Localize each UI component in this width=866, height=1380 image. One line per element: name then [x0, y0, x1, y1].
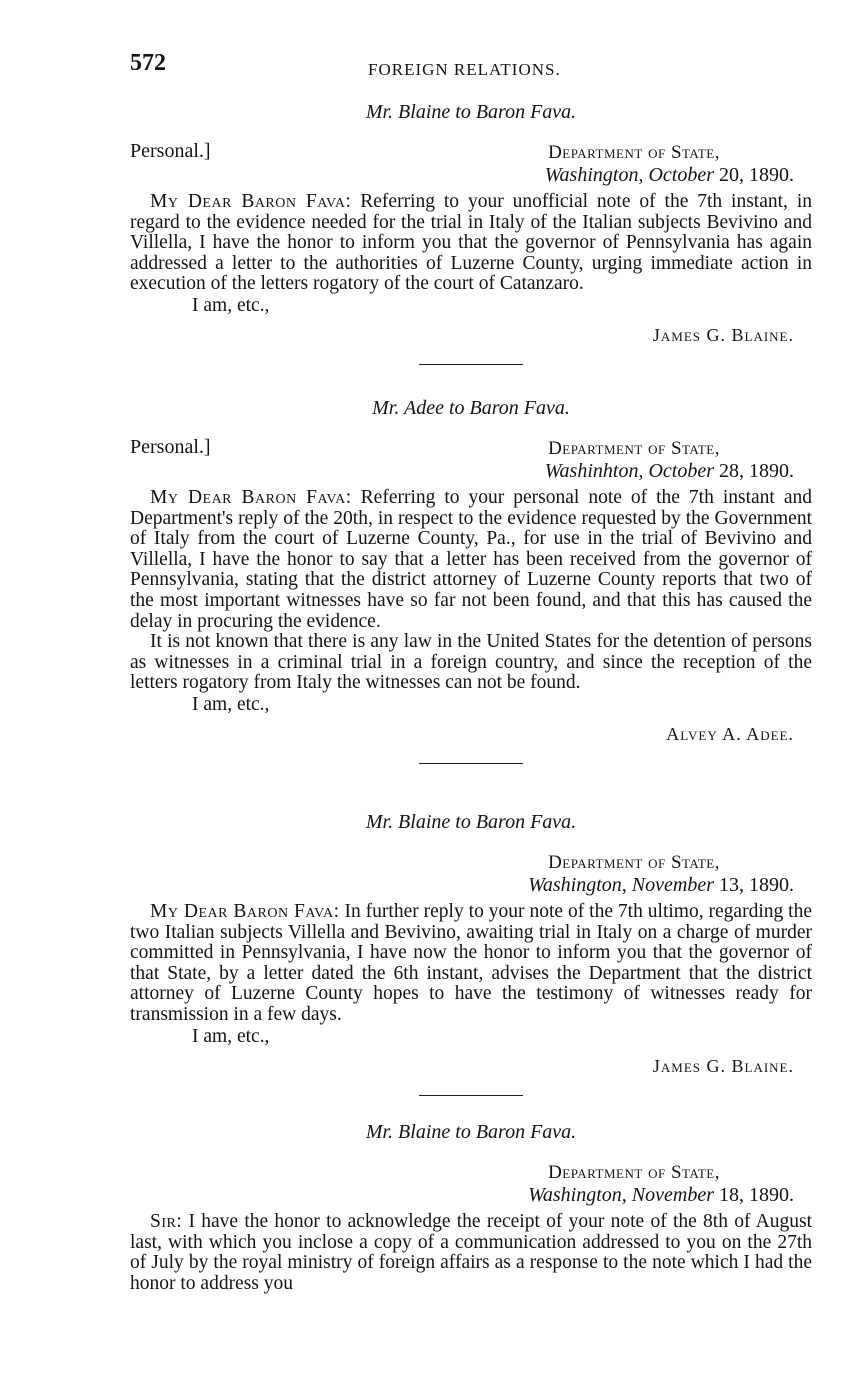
- dateline: [130, 1160, 812, 1212]
- salutation: My Dear Baron Fava:: [150, 901, 340, 922]
- page-number: 572: [130, 50, 166, 76]
- letter-paragraph: [130, 902, 812, 1026]
- letter-title: Mr. Adee to Baron Fava.: [372, 397, 570, 419]
- letter-3: [130, 810, 812, 1096]
- date-day-year: 20, 1890.: [714, 164, 794, 186]
- letter-paragraph: It is not known that there is any law in the United States for the detention of persons as witnesses in a criminal trial in a foreign country, and since the reception of the letters rogatory from Italy the witnesses can not be found.: [130, 631, 812, 694]
- signature: Alvey A. Adee.: [666, 723, 794, 744]
- paragraph-text: Referring to your personal note of the 7th instant and Department's reply of the 20th, in respect to the evidence requested by the Government of Italy from the court of Luzerne County, Pa., for use in the trial of Bevivino and Villella, I have the honor to say that a letter has been received from the governor of Pennsylvania, stating that the district attorney of Luzerne County reports that two of the most important witnesses have so far not been found, and that this has caused the delay in procuring the evidence.: [130, 487, 812, 632]
- salutation: My Dear Baron Fava:: [150, 191, 352, 212]
- letter-paragraph: [130, 488, 812, 632]
- date-place: Washington,: [528, 874, 627, 896]
- closing: I am, etc.,: [192, 1025, 270, 1047]
- department-name: Department of State,: [548, 1162, 720, 1183]
- letter-4: [130, 1120, 812, 1294]
- department-name: Department of State,: [548, 142, 720, 163]
- date-place: Washinhton,: [544, 460, 644, 482]
- letter-paragraph: [130, 1212, 812, 1294]
- date-day-year: 18, 1890.: [714, 1184, 794, 1206]
- department-name: Department of State,: [548, 852, 720, 873]
- running-head: FOREIGN RELATIONS.: [368, 60, 561, 79]
- letter-date: [545, 164, 794, 187]
- salutation: Sir:: [150, 1211, 183, 1232]
- letter-date: [528, 874, 794, 897]
- personal-mark: Personal.]: [130, 140, 211, 162]
- paragraph-text: In further reply to your note of the 7th ultimo, regarding the two Italian subjects Villella and Bevivino, awaiting trial in Italy on a charge of murder committed in Pennsylvania, I have now the honor to inform you that the governor of that State, by a letter dated the 6th instant, advises the Department that the district attorney of Luzerne County hopes to have the testimony of witnesses ready for transmission in a few days.: [130, 901, 812, 1025]
- letter-paragraph: [130, 192, 812, 295]
- page-header: [130, 50, 810, 90]
- closing: I am, etc.,: [192, 693, 270, 715]
- date-month: November: [631, 874, 714, 896]
- date-day-year: 13, 1890.: [714, 874, 794, 896]
- paragraph-text: I have the honor to acknowledge the receipt of your note of the 8th of August last, with which you inclose a copy of a communication addressed to you on the 27th of July by the royal ministry of foreign affairs as a response to the note which I had the honor to address you: [130, 1211, 812, 1294]
- section-divider: [419, 1095, 523, 1096]
- letter-title: Mr. Blaine to Baron Fava.: [365, 811, 577, 833]
- dateline: [130, 436, 812, 488]
- department-name: Department of State,: [548, 438, 720, 459]
- date-place: Washington,: [544, 164, 644, 186]
- letter-1: [130, 100, 812, 365]
- date-month: October: [648, 460, 714, 482]
- salutation: My Dear Baron Fava:: [150, 487, 352, 508]
- date-month: November: [631, 1184, 714, 1206]
- date-day-year: 28, 1890.: [714, 460, 794, 482]
- personal-mark: Personal.]: [130, 436, 211, 458]
- letter-date: [528, 1184, 794, 1207]
- dateline: [130, 850, 812, 902]
- dateline: [130, 140, 812, 192]
- date-place: Washington,: [528, 1184, 627, 1206]
- letter-2: [130, 396, 812, 764]
- section-divider: [419, 763, 523, 764]
- signature: James G. Blaine.: [652, 324, 794, 345]
- paragraph-text: Referring to your unofficial note of the 7th instant, in regard to the evidence needed for the trial in Italy of the Italian subjects Bevivino and Villella, I have the honor to inform you that the governor of Pennsylvania has again addressed a letter to the authorities of Luzerne County, urging immediate action in execution of the letters rogatory of the court of Catanzaro.: [130, 191, 812, 295]
- date-month: October: [648, 164, 714, 186]
- signature: James G. Blaine.: [652, 1055, 794, 1076]
- letter-title: Mr. Blaine to Baron Fava.: [365, 101, 577, 123]
- letter-date: [545, 460, 794, 483]
- section-divider: [419, 364, 523, 365]
- letter-title: Mr. Blaine to Baron Fava.: [365, 1121, 577, 1143]
- closing: I am, etc.,: [192, 294, 270, 316]
